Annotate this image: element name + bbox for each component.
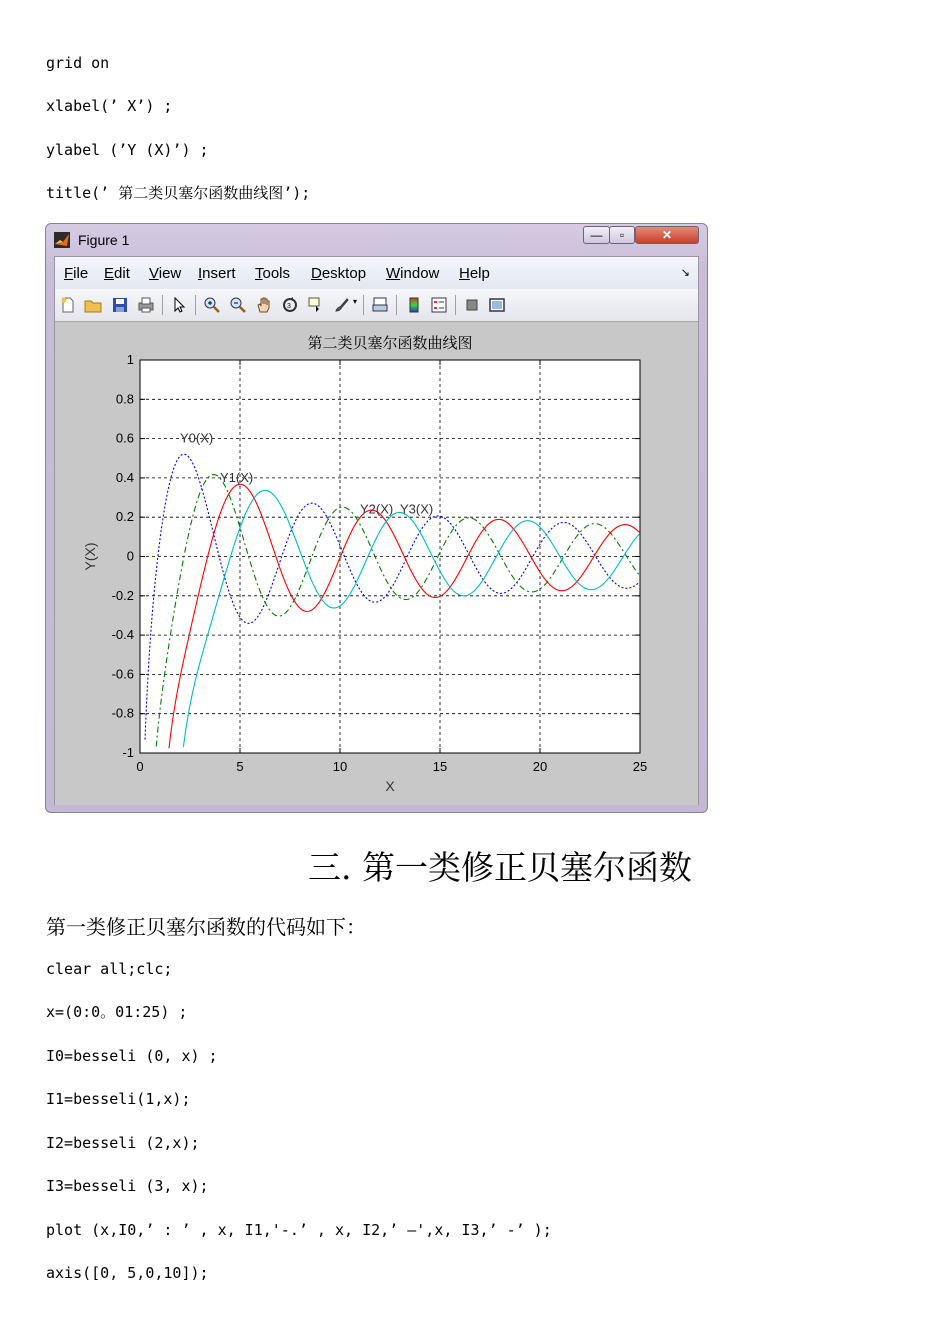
code-line-clear: clear all;clc;: [46, 960, 173, 978]
toolbar-separator: [396, 295, 397, 315]
code-line-xlabel: xlabel(’ X’) ;: [46, 97, 173, 115]
maximize-button[interactable]: [609, 226, 635, 244]
series-annotation: Y3(X): [400, 501, 434, 517]
code-line-i3: I3=besseli (3, x);: [46, 1177, 209, 1195]
code-line-i1: I1=besseli(1,x);: [46, 1090, 191, 1108]
x-tick-label: 15: [432, 759, 448, 774]
code-line-grid: grid on: [46, 54, 110, 72]
matlab-icon: [54, 232, 70, 248]
code-line-i2: I2=besseli (2,x);: [46, 1134, 200, 1152]
x-tick-label: 25: [632, 759, 648, 774]
open-folder-icon[interactable]: [84, 296, 102, 314]
x-tick-label: 5: [236, 759, 244, 774]
maximize-icon: ▫: [619, 228, 625, 242]
window-title: Figure 1: [78, 232, 130, 248]
y-axis-label: Y(X): [82, 542, 98, 571]
code-line-i0: I0=besseli (0, x) ;: [46, 1047, 218, 1065]
code-line-x: x=(0:0。01:25) ;: [46, 1003, 188, 1021]
print-icon[interactable]: [137, 296, 155, 314]
x-tick-label: 10: [332, 759, 348, 774]
minimize-button[interactable]: [583, 226, 610, 244]
bessel-chart[interactable]: [55, 322, 698, 805]
section-heading: 三. 第一类修正贝塞尔函数: [308, 848, 692, 887]
menu-desktop[interactable]: Desktop: [311, 265, 367, 282]
menu-window[interactable]: Window: [386, 265, 440, 282]
close-button[interactable]: [635, 226, 699, 244]
x-tick-label: 20: [532, 759, 548, 774]
new-file-icon[interactable]: [59, 296, 77, 314]
dock-arrow-icon[interactable]: ↘: [680, 267, 690, 279]
minimize-icon: —: [590, 228, 603, 242]
toolbar-separator: [195, 295, 196, 315]
series-annotation: Y2(X): [360, 501, 394, 517]
menu-file[interactable]: File: [64, 265, 89, 282]
y-tick-label: -0.2: [111, 587, 134, 603]
plot-area: [55, 322, 698, 805]
code-line-plot: plot (x,I0,’ : ’ , x, I1,'-.’ , x, I2,’ —',x, I3,’ -’ );: [46, 1221, 552, 1239]
window-titlebar[interactable]: [46, 224, 707, 256]
brush-dropdown-icon[interactable]: ▾: [353, 297, 358, 306]
x-tick-label: 0: [136, 759, 144, 774]
chart-title: 第二类贝塞尔函数曲线图: [307, 335, 473, 352]
y-tick-label: -0.4: [111, 627, 134, 643]
close-icon: ✕: [661, 228, 673, 242]
menu-edit[interactable]: Edit: [104, 265, 130, 282]
menu-view[interactable]: View: [149, 265, 182, 282]
y-tick-label: 0.8: [115, 391, 134, 407]
data-cursor-icon[interactable]: [307, 296, 325, 314]
pointer-icon[interactable]: [170, 296, 188, 314]
colorbar-icon[interactable]: [405, 296, 423, 314]
link-plot-icon[interactable]: [371, 296, 389, 314]
code-line-ylabel: ylabel (’Y (X)’) ;: [46, 141, 209, 159]
y-tick-label: 0.2: [115, 509, 134, 525]
series-annotation: Y0(X): [180, 430, 214, 446]
y-tick-label: 0.4: [115, 469, 134, 485]
figure-toolbar: [55, 289, 698, 322]
toolbar-separator: [162, 295, 163, 315]
zoom-in-icon[interactable]: [203, 296, 221, 314]
save-icon[interactable]: [111, 296, 129, 314]
rotate-3d-icon[interactable]: [281, 296, 299, 314]
menu-help[interactable]: Help: [459, 265, 490, 282]
legend-icon[interactable]: [430, 296, 448, 314]
menu-insert[interactable]: Insert: [198, 265, 236, 282]
y-tick-label: 1: [126, 352, 134, 367]
toolbar-separator: [363, 295, 364, 315]
brush-icon[interactable]: [333, 296, 351, 314]
code-line-axis: axis([0, 5,0,10]);: [46, 1264, 209, 1282]
code-line-title: title(’ 第二类贝塞尔函数曲线图’);: [46, 184, 311, 202]
intro-text: 第一类修正贝塞尔函数的代码如下：: [46, 915, 366, 939]
pan-hand-icon[interactable]: [255, 296, 273, 314]
figure-window: [45, 223, 708, 813]
hide-plot-tools-icon[interactable]: [463, 296, 481, 314]
y-tick-label: -0.6: [111, 666, 134, 682]
zoom-out-icon[interactable]: [229, 296, 247, 314]
x-axis-label: X: [385, 778, 395, 794]
svg-text:3: 3: [287, 303, 291, 310]
y-tick-label: 0: [126, 548, 134, 564]
toolbar-separator: [455, 295, 456, 315]
menu-tools[interactable]: Tools: [255, 265, 291, 282]
menu-bar: [55, 257, 698, 290]
series-annotation: Y1(X): [220, 469, 254, 485]
y-tick-label: 0.6: [115, 430, 134, 446]
show-plot-tools-icon[interactable]: [488, 296, 506, 314]
figure-client-area: [54, 256, 699, 805]
y-tick-label: -1: [122, 745, 134, 760]
y-tick-label: -0.8: [111, 705, 134, 721]
